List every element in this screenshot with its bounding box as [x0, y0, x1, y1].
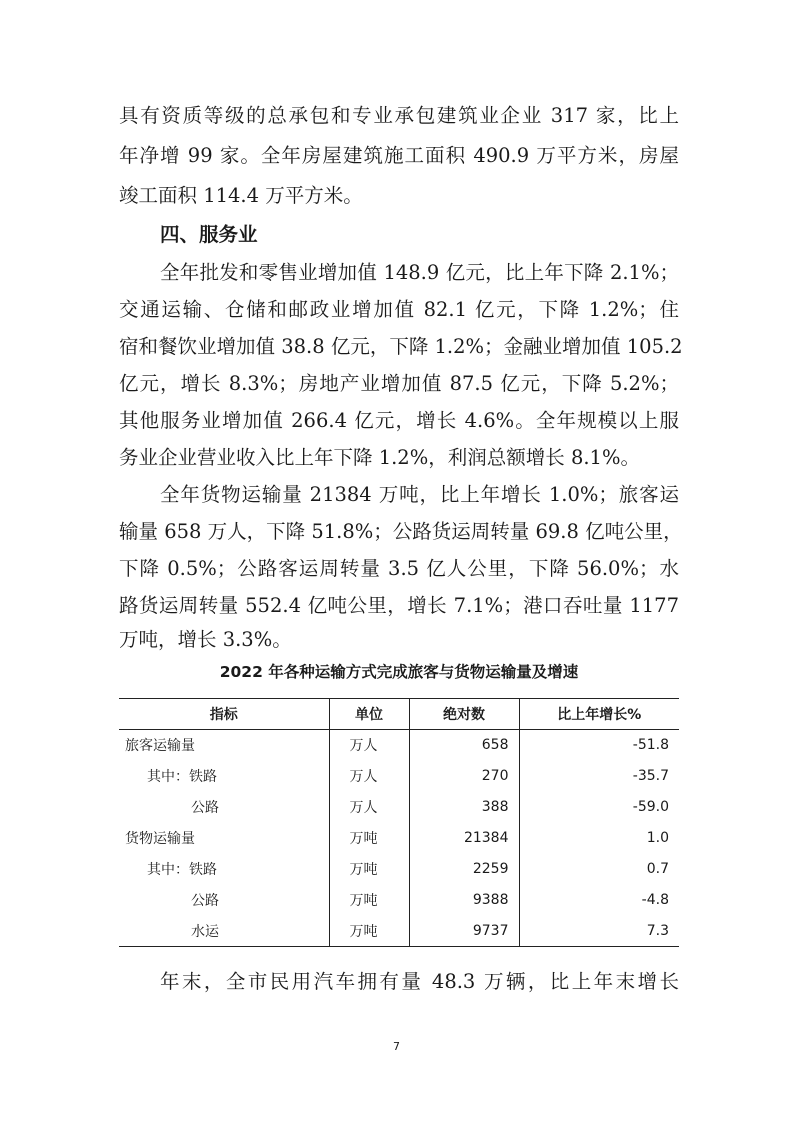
row-unit: 万吨	[329, 854, 409, 885]
table-row	[119, 730, 679, 761]
row-growth: -35.7	[519, 761, 679, 792]
row-growth: 0.7	[519, 854, 679, 885]
transport-volume-table	[119, 698, 679, 947]
row-unit: 万吨	[329, 823, 409, 854]
paragraph-transport-line-1: 全年货物运输量 21384 万吨，比上年增长 1.0%；旅客运	[160, 483, 679, 506]
row-unit: 万吨	[329, 916, 409, 947]
row-indicator: 公路	[191, 893, 219, 909]
row-indicator: 其中：铁路	[147, 862, 217, 878]
row-indicator: 公路	[191, 800, 219, 816]
row-growth: -4.8	[519, 885, 679, 916]
header-growth: 比上年增长%	[519, 699, 679, 730]
paragraph-vehicles-line-1: 年末，全市民用汽车拥有量 48.3 万辆，比上年末增长	[160, 970, 679, 993]
table-row	[119, 823, 679, 854]
row-indicator: 货物运输量	[125, 831, 195, 847]
row-unit: 万吨	[329, 885, 409, 916]
row-unit: 万人	[329, 792, 409, 823]
paragraph-construction-line-2: 年净增 99 家。全年房屋建筑施工面积 490.9 万平方米，房屋	[119, 144, 679, 167]
header-unit: 单位	[329, 699, 409, 730]
paragraph-construction-line-3: 竣工面积 114.4 万平方米。	[119, 184, 363, 207]
paragraph-services-line-6: 务业企业营业收入比上年下降 1.2%，利润总额增长 8.1%。	[119, 446, 640, 469]
row-indicator: 旅客运输量	[125, 738, 195, 755]
table-header-row	[119, 699, 679, 730]
table-row	[119, 792, 679, 823]
paragraph-transport-line-4: 路货运周转量 552.4 亿吨公里，增长 7.1%；港口吞吐量 1177	[119, 594, 679, 617]
row-absolute: 270	[409, 761, 519, 792]
table-row	[119, 854, 679, 885]
row-growth: 1.0	[519, 823, 679, 854]
row-absolute: 9388	[409, 885, 519, 916]
table-row	[119, 916, 679, 947]
page-number: 7	[393, 1040, 400, 1053]
row-absolute: 9737	[409, 916, 519, 947]
paragraph-services-line-2: 交通运输、仓储和邮政业增加值 82.1 亿元，下降 1.2%；住	[119, 298, 679, 321]
header-absolute: 绝对数	[409, 699, 519, 730]
row-absolute: 388	[409, 792, 519, 823]
table-title: 2022 年各种运输方式完成旅客与货物运输量及增速	[219, 663, 579, 681]
paragraph-services-line-5: 其他服务业增加值 266.4 亿元，增长 4.6%。全年规模以上服	[119, 409, 679, 432]
row-growth: 7.3	[519, 916, 679, 947]
table-row	[119, 761, 679, 792]
paragraph-construction-line-1: 具有资质等级的总承包和专业承包建筑业企业 317 家，比上	[119, 104, 679, 127]
header-indicator: 指标	[119, 699, 329, 730]
paragraph-services-line-4: 亿元，增长 8.3%；房地产业增加值 87.5 亿元，下降 5.2%；	[119, 372, 679, 395]
row-unit: 万人	[329, 730, 409, 761]
row-growth: -59.0	[519, 792, 679, 823]
paragraph-transport-line-2: 输量 658 万人，下降 51.8%；公路货运周转量 69.8 亿吨公里，	[119, 520, 683, 543]
row-absolute: 21384	[409, 823, 519, 854]
row-growth: -51.8	[519, 730, 679, 761]
table-row	[119, 885, 679, 916]
paragraph-services-line-3: 宿和餐饮业增加值 38.8 亿元，下降 1.2%；金融业增加值 105.2	[119, 335, 683, 358]
paragraph-services-line-1: 全年批发和零售业增加值 148.9 亿元，比上年下降 2.1%；	[160, 261, 679, 284]
row-indicator: 水运	[191, 923, 219, 940]
section-heading-services: 四、服务业	[160, 223, 258, 246]
row-unit: 万人	[329, 761, 409, 792]
paragraph-transport-line-5: 万吨，增长 3.3%。	[119, 628, 292, 651]
row-absolute: 658	[409, 730, 519, 761]
row-indicator: 其中：铁路	[147, 769, 217, 785]
paragraph-transport-line-3: 下降 0.5%；公路客运周转量 3.5 亿人公里，下降 56.0%；水	[119, 557, 679, 580]
row-absolute: 2259	[409, 854, 519, 885]
